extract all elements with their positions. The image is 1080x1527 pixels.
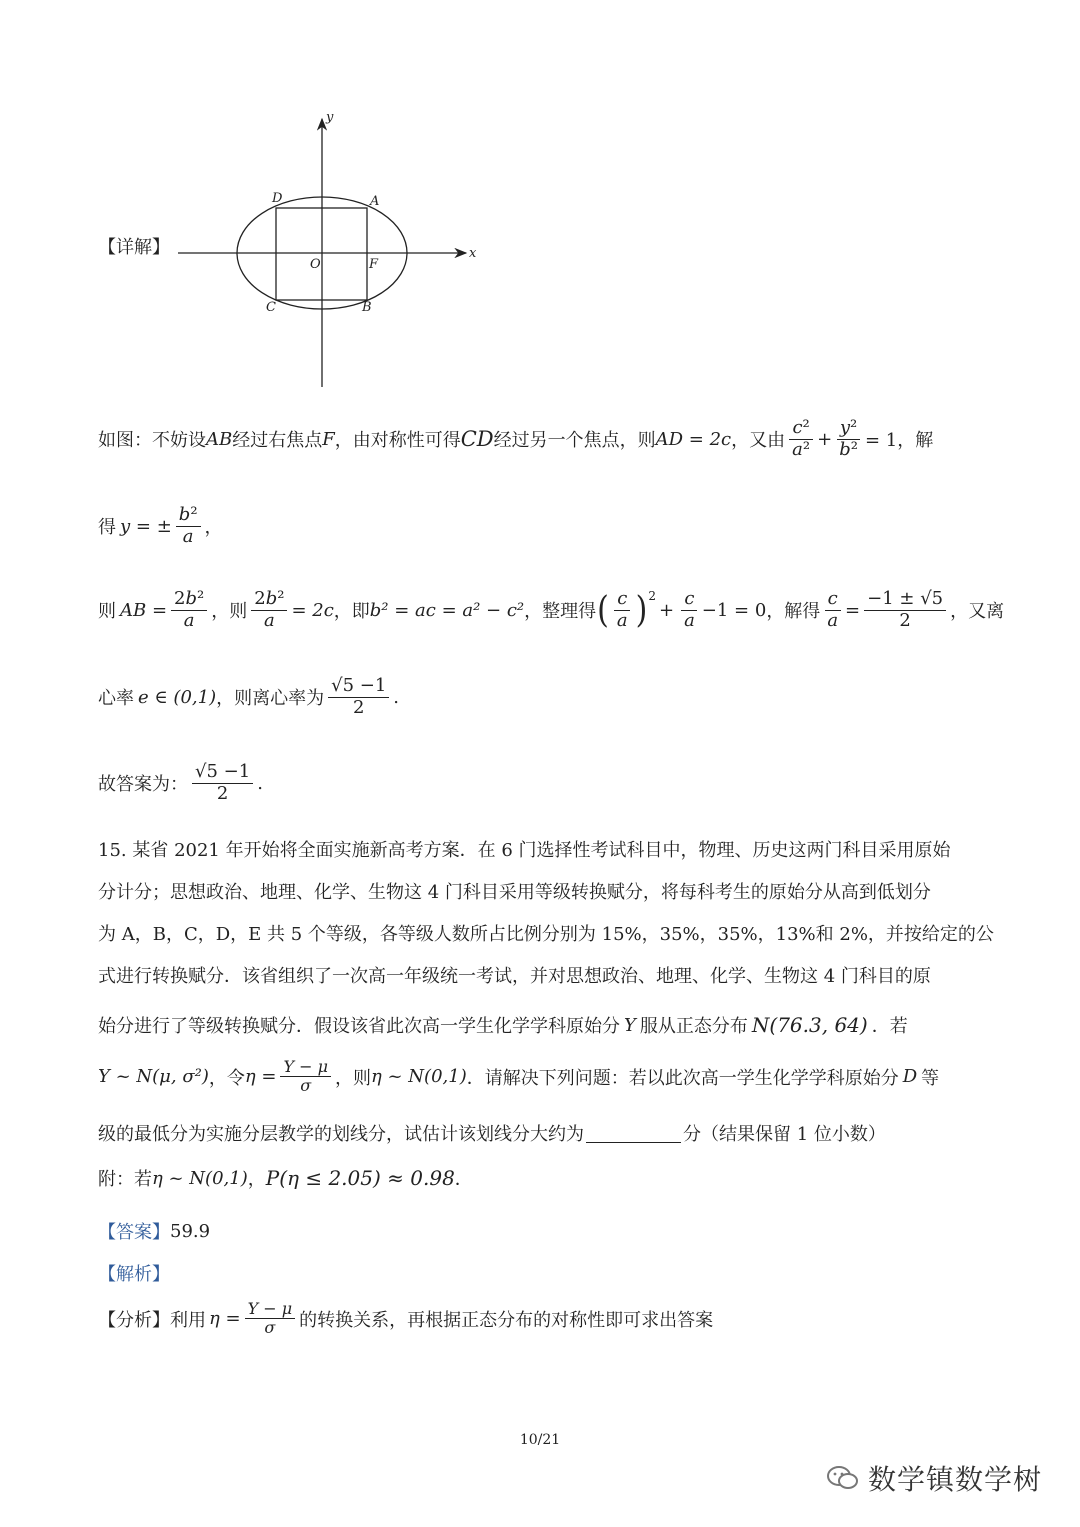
answer-fraction: $\frac{√5 -1}{2}$ xyxy=(192,762,253,804)
eccentricity-fraction: $\frac{√5 -1}{2}$ xyxy=(328,676,389,718)
problem-line-2: 分计分；思想政治、地理、化学、生物这 4 门科目采用等级转换赋分，将每科考生的原始分从高到低划分 xyxy=(98,882,931,903)
answer-value: 59.9 xyxy=(170,1220,211,1242)
problem-line-7: 级的最低分为实施分层教学的划线分，试估计该划线分大约为 分（结果保留 1 位小数） xyxy=(98,1124,886,1145)
eta-fraction: $\frac{Y - \mu}{\sigma}$ xyxy=(280,1058,331,1096)
fenxi-line: 【分析】 利用 η = $\frac{Y - \mu}{\sigma}$ 的转换关系，再根据正态分布的对称性即可求出答案 xyxy=(98,1299,714,1338)
answer-blank[interactable] xyxy=(586,1124,681,1143)
analysis-label: 【解析】 xyxy=(98,1264,170,1285)
problem-line-1: 15. 某省 2021 年开始将全面实施新高考方案．在 6 门选择性考试科目中，物理、历史这两门科目采用原始 xyxy=(98,840,951,861)
solution-line-2: 得 y = ± $\frac{\text{b²}}{a}$ ， xyxy=(98,504,223,547)
fenxi-label: 【分析】 xyxy=(98,1309,170,1331)
problem-line-6: Y ~ N(μ, σ²) ，令 η = $\frac{Y - \mu}{\sigma}$ ，则 η ~ N(0,1) ．请解决下列问题：若以此次高一学生化学学科原始分 D 等 xyxy=(98,1057,940,1096)
solution-line-1: 如图：不妨设 AB 经过右焦点 F ，由对称性可得 CD 经过另一个焦点，则 AD = 2c ，又由 $\frac{\text{c²}}{\text{a²}}$ + $\frac{\text{y²}}{\text{b²}}$ = 1，解 xyxy=(98,417,934,460)
wechat-icon xyxy=(826,1464,860,1492)
solution-line-5: 故答案为： $\frac{√5 -1}{2}$ . xyxy=(98,761,263,804)
problem-line-8: 附：若 η ~ N(0,1) ， P(η ≤ 2.05) ≈ 0.98 ． xyxy=(98,1166,473,1190)
label-c: C xyxy=(266,300,276,315)
label-y: y xyxy=(326,110,334,125)
label-f: F xyxy=(369,257,379,272)
answer-line xyxy=(98,1218,210,1244)
watermark: 数学镇数学树 xyxy=(826,1458,1042,1498)
fraction-c2-a2: $\frac{\text{c²}}{\text{a²}}$ xyxy=(789,418,813,460)
problem-line-5: 始分进行了等级转换赋分．假设该省此次高一学生化学学科原始分 Y 服从正态分布 N(76.3, 64) ．若 xyxy=(98,1013,908,1037)
detail-label: 【详解】 xyxy=(98,237,170,258)
page-number: 10/21 xyxy=(519,1432,561,1448)
solution-line-3: 则 AB = $\frac{\text{2b²}}{a}$ ，则 $\frac{\text{2b²}}{a}$ = 2c ，即 b² = ac = a² − c² ，整理得 ( $\frac{c}{a}$ ) $^2$ + $\frac{c}{a}$ −1 = 0 ，解得 $\frac{c}{a}$ = $\frac{-1 \pm √5}{2}$ ，又离 xyxy=(98,588,1005,632)
label-b: B xyxy=(362,300,372,315)
problem-line-4: 式进行转换赋分．该省组织了一次高一年级统一考试，并对思想政治、地理、化学、生物这 4 门科目的原 xyxy=(98,966,931,987)
answer-label: 【答案】 xyxy=(98,1222,170,1243)
problem-line-3: 为 A，B，C，D，E 共 5 个等级，各等级人数所占比例分别为 15%，35%，35%，13%和 2%，并按给定的公 xyxy=(98,924,994,945)
analysis-line xyxy=(98,1260,170,1286)
fraction-b2-a: $\frac{\text{b²}}{a}$ xyxy=(176,505,201,547)
solution-line-4: 心率 e ∈ (0,1) ，则离心率为 $\frac{√5 -1}{2}$ . xyxy=(98,675,400,718)
label-x: x xyxy=(469,246,477,261)
label-o: O xyxy=(310,257,321,272)
fraction-y2-b2: $\frac{\text{y²}}{\text{b²}}$ xyxy=(836,418,861,460)
ellipse-figure xyxy=(170,105,490,395)
label-d: D xyxy=(272,191,283,206)
label-a: A xyxy=(370,194,380,209)
